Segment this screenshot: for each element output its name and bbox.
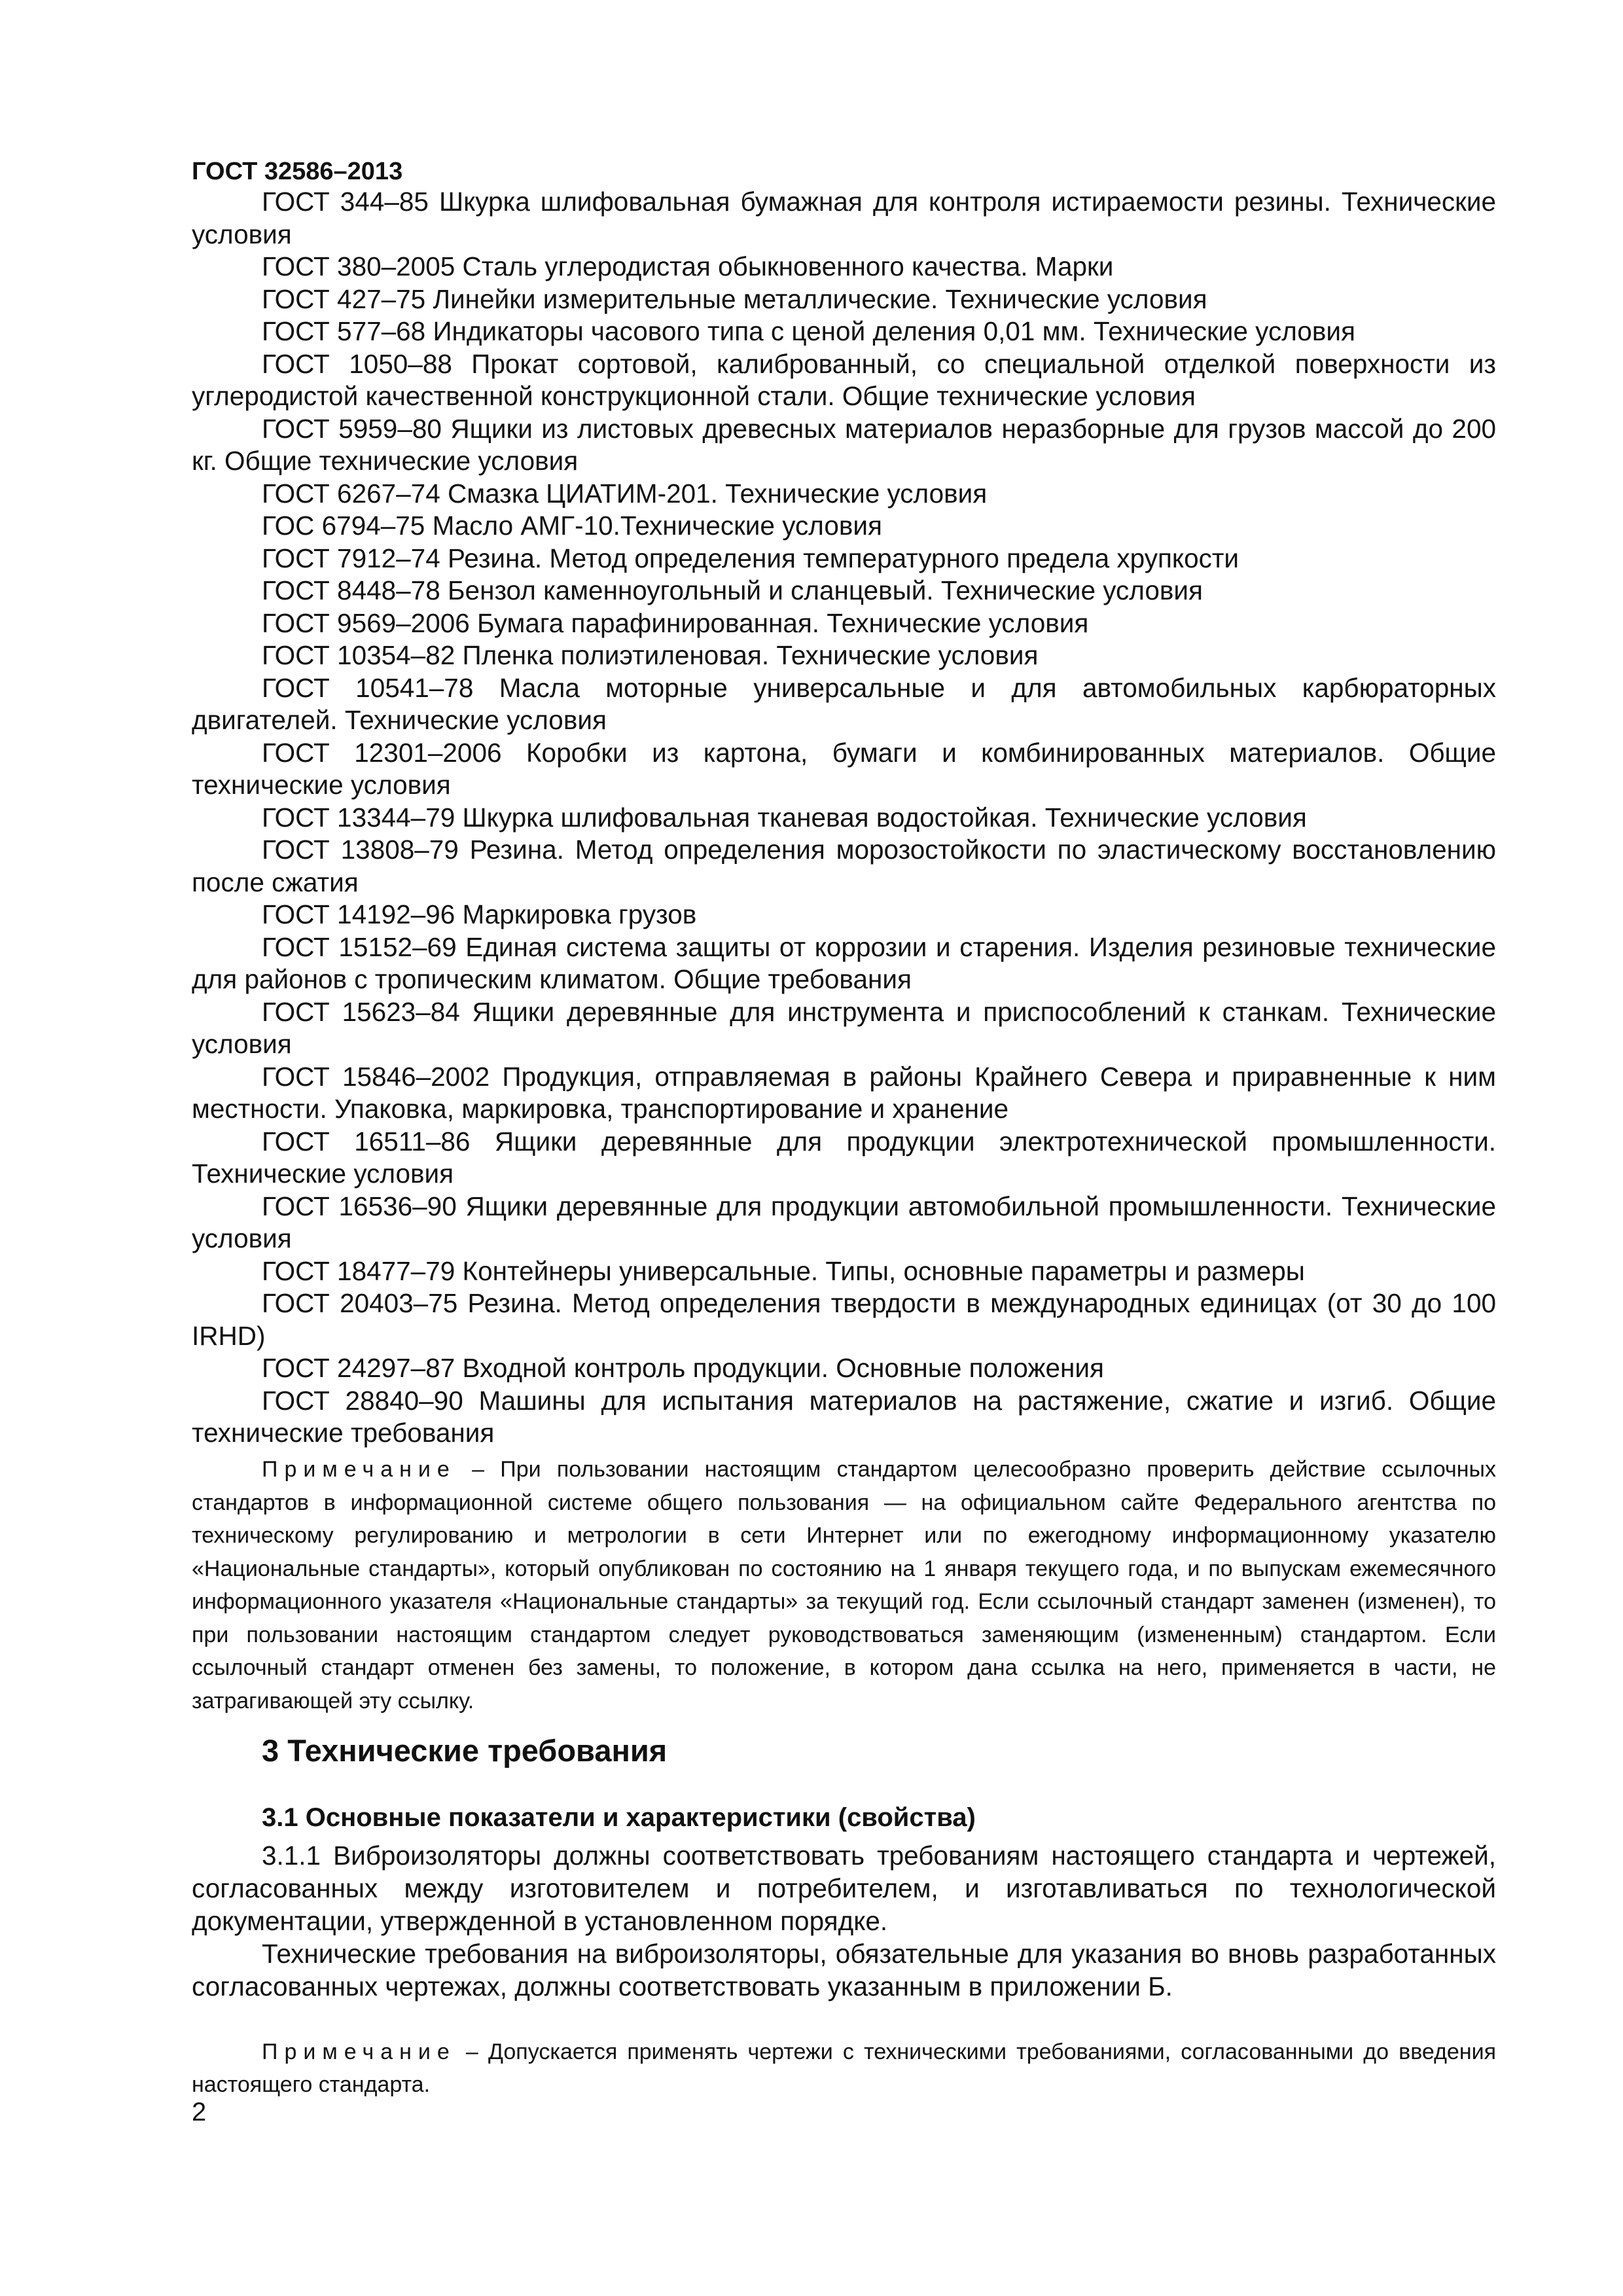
reference-item: ГОСТ 6267–74 Смазка ЦИАТИМ-201. Технические условия: [262, 478, 988, 509]
reference-item: ГОСТ 13808–79 Резина. Метод определения морозостойкости по эластическому восстановлению после сжатия: [192, 834, 1496, 897]
note-text: Допускается применять чертежи с техническими требованиями, согласованными до введения настоящего стандарта.: [192, 2039, 1496, 2097]
page-number: 2: [192, 2098, 207, 2126]
reference-item: ГОСТ 427–75 Линейки измерительные металлические. Технические условия: [262, 283, 1207, 314]
reference-item: ГОСТ 15846–2002 Продукция, отправляемая в районы Крайнего Севера и приравненные к ним местности. Упаковка, маркировка, транспортирование и хранение: [192, 1061, 1496, 1124]
reference-item: ГОС 6794–75 Масло АМГ-10.Технические условия: [262, 511, 882, 541]
note-dash: –: [455, 2039, 488, 2064]
reference-item: ГОСТ 15152–69 Единая система защиты от коррозии и старения. Изделия резиновые технические для районов с тропическим климатом. Общие требования: [192, 931, 1496, 994]
normative-references-list: [192, 186, 1496, 1450]
reference-item: ГОСТ 1050–88 Прокат сортовой, калиброванный, со специальной отделкой поверхности из углеродистой качественной конструкционной стали. Общие технические условия: [192, 348, 1496, 411]
note-label: Примечание: [262, 1457, 456, 1482]
reference-item: ГОСТ 10541–78 Масла моторные универсальные и для автомобильных карбюраторных двигателей. Технические условия: [192, 672, 1496, 735]
section-title: 3 Технические требования: [262, 1733, 668, 1768]
reference-item: ГОСТ 18477–79 Контейнеры универсальные. Типы, основные параметры и размеры: [262, 1255, 1305, 1286]
reference-item: ГОСТ 28840–90 Машины для испытания материалов на растяжение, сжатие и изгиб. Общие технические требования: [192, 1385, 1496, 1448]
references-note: [192, 1453, 1496, 1717]
reference-item: ГОСТ 10354–82 Пленка полиэтиленовая. Технические условия: [262, 640, 1039, 670]
reference-item: ГОСТ 5959–80 Ящики из листовых древесных материалов неразборные для грузов массой до 200 кг. Общие технические условия: [192, 413, 1496, 476]
paragraph: 3.1.1 Виброизоляторы должны соответствовать требованиям настоящего стандарта и чертежей, согласованных между изготовителем и потребителем, и изготавливаться по технологической документации, утвержденной в установленном порядке.: [192, 1840, 1496, 1936]
reference-item: ГОСТ 24297–87 Входной контроль продукции. Основные положения: [262, 1353, 1104, 1383]
reference-item: ГОСТ 14192–96 Маркировка грузов: [262, 899, 697, 929]
note-text: При пользовании настоящим стандартом целесообразно проверить действие ссылочных стандартов в информационной системе общего пользования — на официальном сайте Федерального агентства по техническому регулированию и метрологии в сети Интернет или по ежегодному информационному указателю «Национальные стандарты», который опубликован по состоянию на 1 января текущего года, и по выпускам ежемесячного информационного указателя «Национальные стандарты» за текущий год. Если ссылочный стандарт заменен (изменен), то при пользовании настоящим стандартом следует руководствоваться заменяющим (измененным) стандартом. Если ссылочный стандарт отменен без замены, то положение, в котором дана ссылка на него, применяется в части, не затрагивающей эту ссылку.: [192, 1457, 1496, 1713]
reference-item: ГОСТ 16511–86 Ящики деревянные для продукции электротехнической промышленности. Технические условия: [192, 1126, 1496, 1189]
document-header: ГОСТ 32586–2013: [192, 158, 403, 185]
paragraph: Технические требования на виброизоляторы, обязательные для указания во вновь разработанных согласованных чертежах, должны соответствовать указанным в приложении Б.: [192, 1939, 1496, 2001]
reference-item: ГОСТ 9569–2006 Бумага парафинированная. Технические условия: [262, 607, 1089, 638]
section-body: [192, 1839, 1496, 2003]
reference-item: ГОСТ 20403–75 Резина. Метод определения твердости в международных единицах (от 30 до 100 IRHD): [192, 1288, 1496, 1351]
reference-item: ГОСТ 13344–79 Шкурка шлифовальная тканевая водостойкая. Технические условия: [262, 802, 1307, 833]
reference-item: ГОСТ 12301–2006 Коробки из картона, бумаги и комбинированных материалов. Общие технические условия: [192, 737, 1496, 800]
note-label: Примечание: [262, 2039, 456, 2064]
reference-item: ГОСТ 380–2005 Сталь углеродистая обыкновенного качества. Марки: [262, 251, 1114, 281]
reference-item: ГОСТ 7912–74 Резина. Метод определения температурного предела хрупкости: [262, 543, 1240, 573]
reference-item: ГОСТ 16536–90 Ящики деревянные для продукции автомобильной промышленности. Технические условия: [192, 1191, 1496, 1253]
drawings-note: [192, 2036, 1496, 2101]
reference-item: ГОСТ 344–85 Шкурка шлифовальная бумажная для контроля истираемости резины. Технические условия: [192, 187, 1496, 249]
subsection-title: 3.1 Основные показатели и характеристики (свойства): [262, 1803, 976, 1832]
reference-item: ГОСТ 15623–84 Ящики деревянные для инструмента и приспособлений к станкам. Технические условия: [192, 996, 1496, 1059]
reference-item: ГОСТ 577–68 Индикаторы часового типа с ценой деления 0,01 мм. Технические условия: [262, 316, 1355, 346]
reference-item: ГОСТ 8448–78 Бензол каменноугольный и сланцевый. Технические условия: [262, 575, 1203, 605]
note-dash: –: [455, 1457, 501, 1482]
